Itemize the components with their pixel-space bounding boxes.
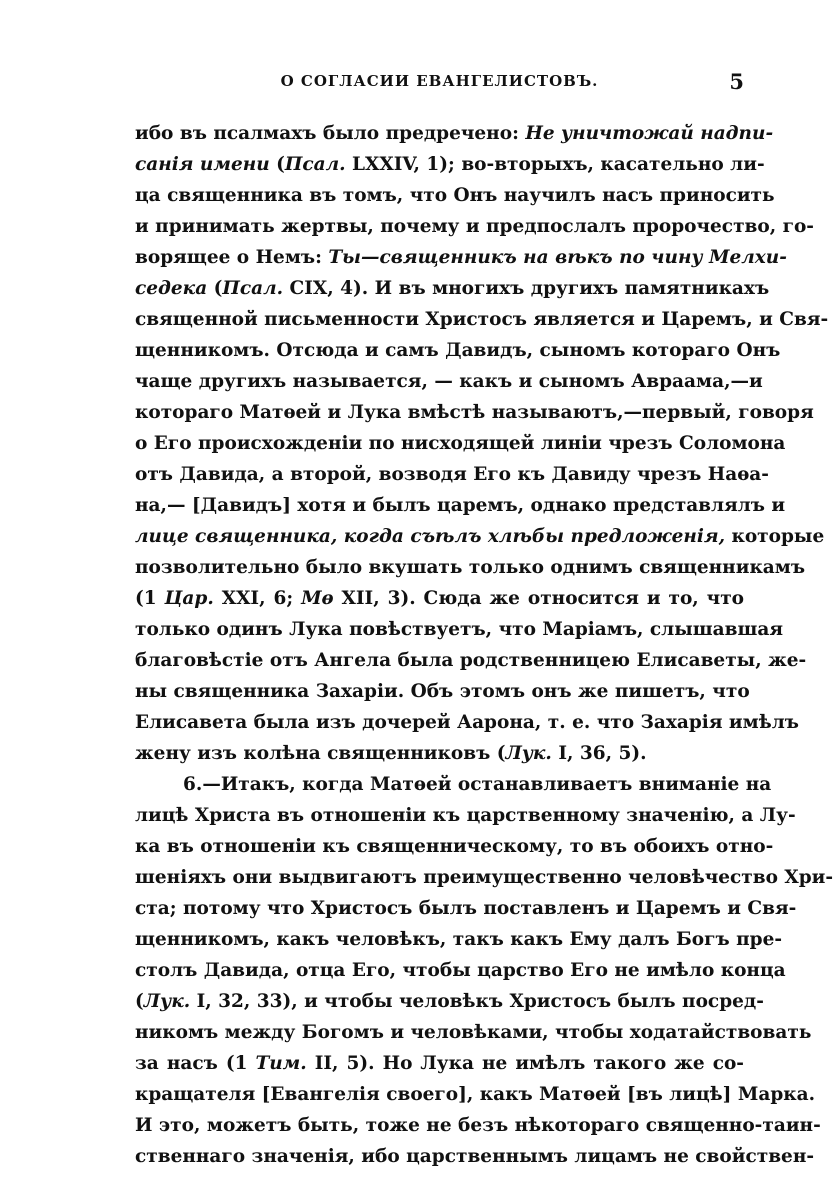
text-line	[135, 366, 763, 397]
text-line	[135, 552, 806, 583]
text-segment: позволительно было вкушать только однимъ священникамъ	[135, 557, 806, 578]
text-segment: (	[269, 154, 285, 175]
text-segment: никомъ между Богомъ и человѣками, чтобы ходатайствовать	[135, 1022, 812, 1043]
text-segment: I, 32, 33), и чтобы человѣкъ Христосъ былъ посред-	[190, 991, 764, 1012]
italic-text: Лук.	[143, 991, 191, 1012]
text-segment: только одинъ Лука повѣствуетъ, что Маріамъ, слышавшая	[135, 619, 784, 640]
italic-text: Мѳ	[301, 588, 334, 609]
italic-text: санія имени	[135, 154, 270, 175]
text-segment: 6.—Итакъ, когда Матѳей останавливаетъ вниманіе на	[183, 774, 772, 795]
italic-text: Ты—священникъ на вѣкъ по чину Мелхи-	[328, 247, 787, 268]
text-line	[135, 242, 787, 273]
text-segment: о Его происхожденіи по нисходящей линіи чрезъ Соломона	[135, 433, 786, 454]
text-line	[135, 180, 775, 211]
text-segment: (	[207, 278, 223, 299]
text-line	[135, 924, 783, 955]
italic-text: Тим.	[255, 1053, 307, 1074]
text-segment: отъ Давида, а второй, возводя Его къ Давиду чрезъ Наѳа-	[135, 464, 769, 485]
text-segment: шеніяхъ они выдвигаютъ преимущественно человѣчество Хри-	[135, 867, 834, 888]
text-line	[135, 769, 772, 800]
text-segment: на,— [Давидъ] хотя и былъ царемъ, однако представлялъ и	[135, 495, 786, 516]
text-line	[135, 397, 814, 428]
text-line	[135, 1110, 821, 1141]
text-line	[135, 428, 786, 459]
text-line	[135, 800, 796, 831]
text-segment: (	[135, 991, 144, 1012]
italic-text: седека	[135, 278, 208, 299]
text-segment: CIX, 4). И въ многихъ другихъ памятникахъ	[283, 278, 770, 299]
text-line	[135, 1048, 744, 1079]
text-segment: лицѣ Христа въ отношеніи къ царственному значенію, а Лу-	[135, 805, 796, 826]
text-segment: XII, 3). Сюда же относится и то, что	[333, 588, 744, 609]
text-line	[135, 893, 797, 924]
text-segment: ца священника въ томъ, что Онъ научилъ насъ приносить	[135, 185, 775, 206]
text-line	[135, 955, 786, 986]
italic-text: Псал.	[284, 154, 346, 175]
text-segment: ка въ отношеніи къ священническому, то въ обоихъ отно-	[135, 836, 774, 857]
text-line	[135, 1079, 816, 1110]
text-segment: щенникомъ. Отсюда и самъ Давидъ, сыномъ котораго Онъ	[135, 340, 781, 361]
italic-text: Лук.	[505, 743, 552, 764]
text-line	[135, 986, 764, 1017]
page-header	[135, 69, 744, 98]
italic-text: лице священника, когда съѣлъ хлѣбы предложенія,	[135, 526, 726, 547]
text-line	[135, 273, 770, 304]
text-segment: ста; потому что Христосъ былъ поставленъ и Царемъ и Свя-	[135, 898, 797, 919]
text-line	[135, 211, 814, 242]
body-text	[135, 118, 834, 1172]
text-segment: за насъ (1	[135, 1053, 256, 1074]
text-line	[135, 738, 744, 769]
italic-text: Не уничтожай надпи-	[525, 123, 774, 144]
text-segment: священной письменности Христосъ является и Царемъ, и Свя-	[135, 309, 829, 330]
text-line	[135, 831, 774, 862]
text-segment: I, 36, 5).	[551, 743, 647, 764]
italic-text: Цар.	[164, 588, 214, 609]
text-line	[135, 149, 765, 180]
text-line	[135, 676, 750, 707]
text-segment: ны священника Захаріи. Объ этомъ онъ же пишетъ, что	[135, 681, 750, 702]
text-segment: Елисавета была изъ дочерей Аарона, т. е. что Захарія имѣлъ	[135, 712, 799, 733]
text-line	[135, 862, 834, 893]
text-line	[135, 304, 829, 335]
text-line	[135, 1141, 815, 1172]
text-segment: котораго Матѳей и Лука вмѣстѣ называютъ,—первый, говоря	[135, 402, 814, 423]
text-segment: II, 5). Но Лука не имѣлъ такого же со-	[306, 1053, 744, 1074]
text-segment: щенникомъ, какъ человѣкъ, такъ какъ Ему далъ Богъ пре-	[135, 929, 783, 950]
text-line	[135, 118, 774, 149]
text-segment: кращателя [Евангелія своего], какъ Матѳей [въ лицѣ] Марка.	[135, 1084, 816, 1105]
text-segment: благовѣстіе отъ Ангела была родственницею Елисаветы, же-	[135, 650, 807, 671]
text-line	[135, 335, 781, 366]
text-line	[135, 1017, 812, 1048]
text-line	[135, 645, 807, 676]
italic-text: Псал.	[222, 278, 284, 299]
text-segment: чаще другихъ называется, — какъ и сыномъ Авраама,—и	[135, 371, 763, 392]
text-segment: жену изъ колѣна священниковъ (	[135, 743, 506, 764]
text-segment: ибо въ псалмахъ было предречено:	[135, 123, 526, 144]
text-segment: LXXIV, 1); во-вторыхъ, касательно ли-	[345, 154, 765, 175]
text-line	[135, 459, 769, 490]
text-segment: И это, можетъ быть, тоже не безъ нѣкотораго священно-таин-	[135, 1115, 821, 1136]
text-segment: ственнаго значенія, ибо царственнымъ лицамъ не свойствен-	[135, 1146, 815, 1167]
page-number: 5	[729, 69, 744, 94]
text-line	[135, 583, 744, 614]
text-line	[135, 521, 825, 552]
text-segment: и принимать жертвы, почему и предпослалъ пророчество, го-	[135, 216, 814, 237]
text-line	[135, 614, 784, 645]
text-segment: столъ Давида, отца Его, чтобы царство Его не имѣло конца	[135, 960, 786, 981]
text-line	[135, 490, 786, 521]
text-line	[135, 707, 799, 738]
text-segment: ворящее о Немъ:	[135, 247, 329, 268]
text-segment: XXI, 6;	[213, 588, 302, 609]
text-segment: (1	[135, 588, 165, 609]
text-segment: которые	[725, 526, 825, 547]
running-title: О СОГЛАСИИ ЕВАНГЕЛИСТОВЪ.	[280, 72, 599, 90]
